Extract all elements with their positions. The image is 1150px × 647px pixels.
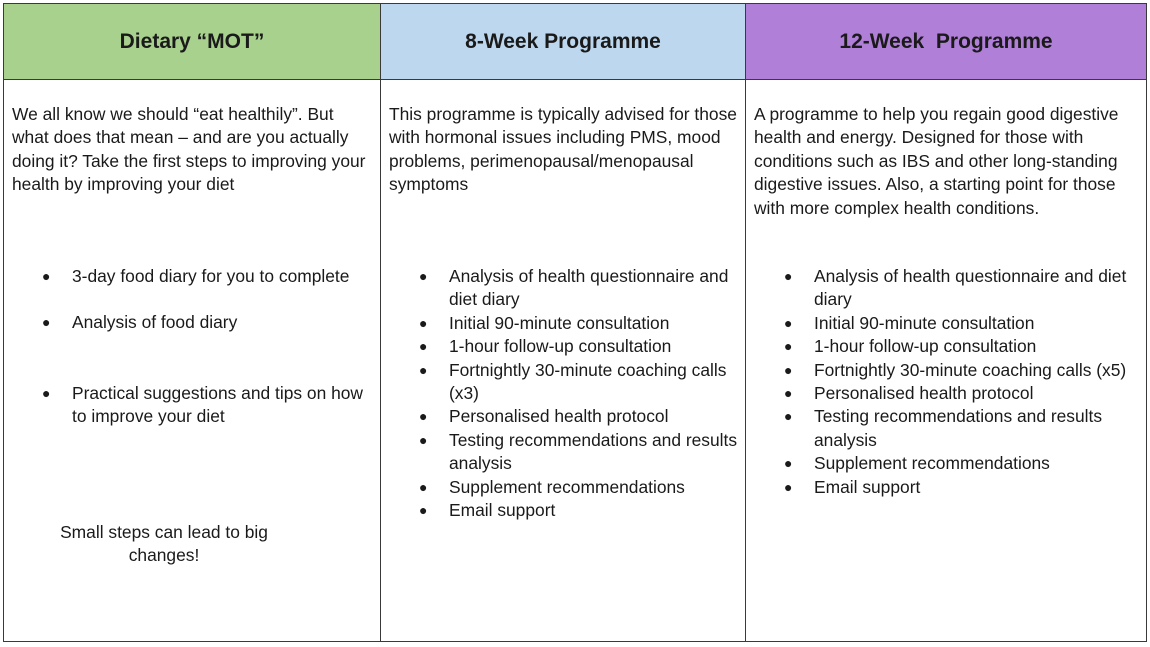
list-item-text: Initial 90-minute consultation bbox=[814, 312, 1035, 333]
bullet-icon: ● bbox=[784, 455, 793, 472]
list-item bbox=[784, 452, 1140, 475]
list-item-text: Analysis of health questionnaire and diet diary bbox=[814, 266, 1127, 310]
feature-list bbox=[42, 265, 372, 429]
feature-list bbox=[784, 265, 1140, 499]
list-item-text: Email support bbox=[449, 500, 556, 521]
list-item bbox=[784, 382, 1140, 405]
list-item bbox=[42, 311, 372, 334]
bullet-icon: ● bbox=[784, 268, 793, 284]
list-item bbox=[419, 476, 741, 499]
list-item bbox=[784, 265, 1140, 312]
bullet-icon: ● bbox=[784, 408, 793, 425]
column-8-week-programme bbox=[381, 80, 746, 641]
closing-text: Small steps can lead to big changes! bbox=[60, 522, 268, 566]
list-item bbox=[419, 429, 741, 476]
list-item-text: Personalised health protocol bbox=[814, 383, 1034, 404]
list-item-text: Analysis of food diary bbox=[72, 312, 238, 333]
intro-text: We all know we should “eat healthily”. But what does that mean – and are you actually doing it? Take the first steps to improving your health by improving your diet bbox=[12, 104, 366, 195]
header-8-week-programme bbox=[381, 4, 746, 80]
header-12-week-programme bbox=[746, 4, 1146, 80]
list-item bbox=[419, 405, 741, 428]
list-item bbox=[419, 335, 741, 358]
list-item bbox=[784, 405, 1140, 452]
feature-list bbox=[419, 265, 741, 522]
list-item-text: 1-hour follow-up consultation bbox=[814, 336, 1037, 357]
list-item bbox=[419, 312, 741, 335]
list-item bbox=[42, 382, 372, 429]
intro-text: This programme is typically advised for those with hormonal issues including PMS, mood problems, perimenopausal/menopausal symptoms bbox=[389, 104, 737, 195]
header-title: 12-Week Programme bbox=[839, 29, 1053, 53]
list-item bbox=[419, 359, 741, 406]
bullet-icon: ● bbox=[784, 338, 793, 355]
list-item bbox=[784, 312, 1140, 335]
bullet-icon: ● bbox=[784, 478, 793, 495]
header-title: 8-Week Programme bbox=[465, 29, 661, 53]
bullet-icon: ● bbox=[419, 338, 428, 355]
bullet-icon: ● bbox=[42, 314, 51, 331]
bullet-icon: ● bbox=[42, 268, 51, 284]
list-item-text: Analysis of health questionnaire and diet diary bbox=[449, 266, 729, 310]
list-item-text: Email support bbox=[814, 476, 921, 497]
list-item-text: Personalised health protocol bbox=[449, 406, 669, 427]
list-item-text: 3-day food diary for you to complete bbox=[72, 266, 350, 286]
programme-comparison-table bbox=[3, 3, 1147, 642]
list-item bbox=[784, 359, 1140, 382]
bullet-icon: ● bbox=[419, 431, 428, 448]
list-item bbox=[419, 499, 741, 522]
list-item-text: Supplement recommendations bbox=[814, 453, 1050, 474]
list-item bbox=[419, 265, 741, 312]
bullet-icon: ● bbox=[419, 502, 428, 519]
list-item-text: Practical suggestions and tips on how to improve your diet bbox=[72, 382, 363, 427]
bullet-icon: ● bbox=[419, 408, 428, 425]
list-item-text: Supplement recommendations bbox=[449, 476, 685, 497]
list-item bbox=[784, 335, 1140, 358]
list-item-text: Testing recommendations and results analysis bbox=[814, 406, 1103, 450]
bullet-icon: ● bbox=[42, 384, 51, 401]
bullet-icon: ● bbox=[419, 478, 428, 495]
column-dietary-mot bbox=[4, 80, 381, 641]
bullet-icon: ● bbox=[419, 361, 428, 378]
list-item bbox=[42, 265, 372, 288]
header-title: Dietary “MOT” bbox=[119, 29, 265, 53]
bullet-icon: ● bbox=[784, 361, 793, 378]
bullet-icon: ● bbox=[419, 268, 428, 284]
list-item-text: Fortnightly 30-minute coaching calls (x5) bbox=[814, 359, 1127, 380]
bullet-icon: ● bbox=[784, 314, 793, 331]
list-item-text: Initial 90-minute consultation bbox=[449, 312, 670, 333]
intro-text: A programme to help you regain good digestive health and energy. Designed for those with conditions such as IBS and other long-standing digestive issues. Also, a starting point for those with more complex health conditions. bbox=[754, 104, 1119, 218]
list-item bbox=[784, 476, 1140, 499]
list-item-text: Testing recommendations and results analysis bbox=[449, 429, 738, 474]
bullet-icon: ● bbox=[419, 314, 428, 331]
bullet-icon: ● bbox=[784, 385, 793, 402]
list-item-text: Fortnightly 30-minute coaching calls (x3) bbox=[449, 359, 727, 404]
list-item-text: 1-hour follow-up consultation bbox=[449, 336, 672, 357]
column-12-week-programme bbox=[746, 80, 1146, 641]
header-dietary-mot bbox=[4, 4, 381, 80]
